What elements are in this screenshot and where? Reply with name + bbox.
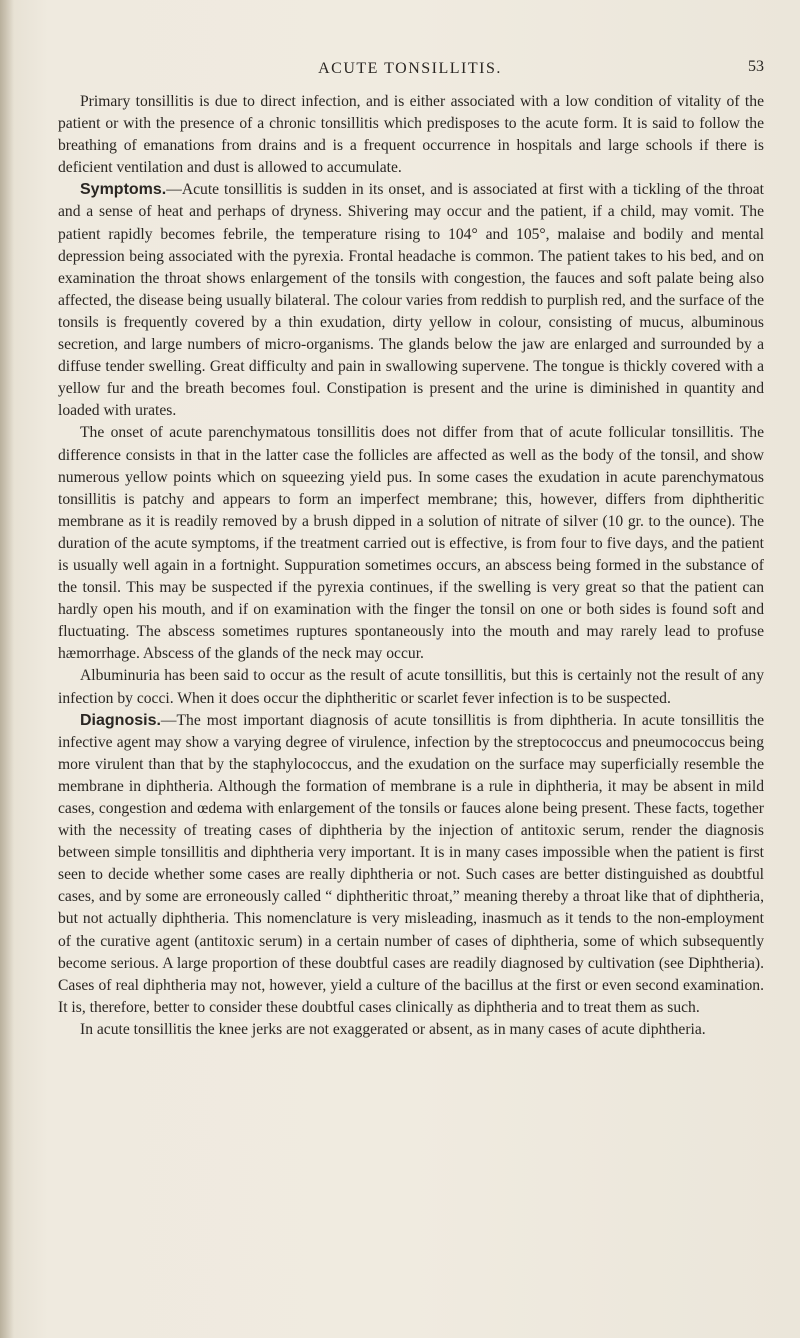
paragraph-knee-jerks: [58, 1019, 764, 1041]
paragraph-text: —The most important diagnosis of acute tonsillitis is from diphtheria. In acute tonsillitis the infective agent may show a varying degree of virulence, infection by the streptococcus and pneumococcus being more virulent than that by the staphylococcus, and the exudation on the surface may superficially resemble the membrane in diphtheria. Although the formation of membrane is a rule in diphtheria, it may be absent in mild cases, congestion and œdema with enlargement of the tonsils or fauces alone being present. These facts, together with the necessity of treating cases of diphtheria by the injection of antitoxic serum, render the diagnosis between simple tonsillitis and diphtheria very important. It is in many cases impossible when the patient is first seen to decide whether some cases are really diphtheria or not. Such cases are better distinguished as doubtful cases, and by some are erroneously called “ diphtheritic throat,” meaning thereby a throat like that of diphtheria, but not actually diphtheria. This nomenclature is very misleading, inasmuch as it tends to the non-employment of the curative agent (antitoxic serum) in a certain number of cases of diphtheria, some of which subsequently become serious. A large proportion of these doubtful cases are readily diagnosed by cultivation (see Diphtheria). Cases of real diphtheria may not, however, yield a culture of the bacillus at the first or even second examination. It is, therefore, better to consider these doubtful cases clinically as diphtheria and to treat them as such.: [58, 711, 764, 1016]
page-number: 53: [748, 58, 764, 75]
page-header: [60, 58, 764, 84]
paragraph-albuminuria: [58, 665, 764, 709]
binding-shadow: [0, 0, 14, 1338]
paragraph-symptoms: [58, 179, 764, 422]
paragraph-text: Albuminuria has been said to occur as the result of acute tonsillitis, but this is certainly not the result of any infection by cocci. When it does occur the diphtheritic or scarlet fever infection is to be suspected.: [58, 667, 764, 707]
paragraph-text: —Acute tonsillitis is sudden in its onset, and is associated at first with a tickling of the throat and a sense of heat and perhaps of dryness. Shivering may occur and the patient, if a child, may vomit. The patient rapidly becomes febrile, the temperature rising to 104° and 105°, malaise and bodily and mental depression being associated with the pyrexia. Frontal headache is common. The patient takes to his bed, and on examination the throat shows enlargement of the tonsils with congestion, the fauces and soft palate being also affected, the disease being usually bilateral. The colour varies from reddish to purplish red, and the surface of the tonsils is frequently covered by a thin exudation, dirty yellow in colour, consisting of mucus, albuminous secretion, and large numbers of micro-organisms. The glands below the jaw are enlarged and surrounded by a diffuse tender swelling. Great difficulty and pain in swallowing supervene. The tongue is thickly covered with a yellow fur and the breath becomes foul. Constipation is present and the urine is diminished in quantity and loaded with urates.: [58, 181, 764, 420]
body-text: [58, 91, 764, 1041]
paragraph-text: Primary tonsillitis is due to direct infection, and is either associated with a low condition of vitality of the patient or with the presence of a chronic tonsillitis which predisposes to the acute form. It is said to follow the breathing of emanations from drains and is a frequent occurrence in hospitals and large schools if there is deficient ventilation and dust is allowed to accumulate.: [58, 93, 764, 177]
section-heading-diagnosis: Diagnosis.: [80, 711, 161, 729]
paragraph-parenchymatous: [58, 422, 764, 665]
paragraph-text: In acute tonsillitis the knee jerks are not exaggerated or absent, as in many cases of acute diphtheria.: [80, 1020, 706, 1038]
running-title: ACUTE TONSILLITIS.: [318, 60, 502, 77]
section-heading-symptoms: Symptoms.: [80, 181, 167, 199]
paragraph-text: The onset of acute parenchymatous tonsillitis does not differ from that of acute follicular tonsillitis. The difference consists in that in the latter case the follicles are affected as well as the body of the tonsil, and show numerous yellow points which on squeezing yield pus. In some cases the exudation in acute parenchymatous tonsillitis is patchy and appears to form an imperfect membrane; this, however, differs from diphtheritic membrane as it is readily removed by a brush dipped in a solution of nitrate of silver (10 gr. to the ounce). The duration of the acute symptoms, if the treatment carried out is effective, is from four to five days, and the patient is usually well again in a fortnight. Suppuration sometimes occurs, an abscess being formed in the substance of the tonsil. This may be suspected if the pyrexia continues, if the swelling is very great so that the patient can hardly open his mouth, and if on examination with the finger the tonsil on one or both sides is found soft and fluctuating. The abscess sometimes ruptures spontaneously into the mouth and may rarely lead to profuse hæmorrhage. Abscess of the glands of the neck may occur.: [58, 424, 764, 663]
paragraph-diagnosis: [58, 710, 764, 1019]
paragraph-primary-tonsillitis: [58, 91, 764, 179]
